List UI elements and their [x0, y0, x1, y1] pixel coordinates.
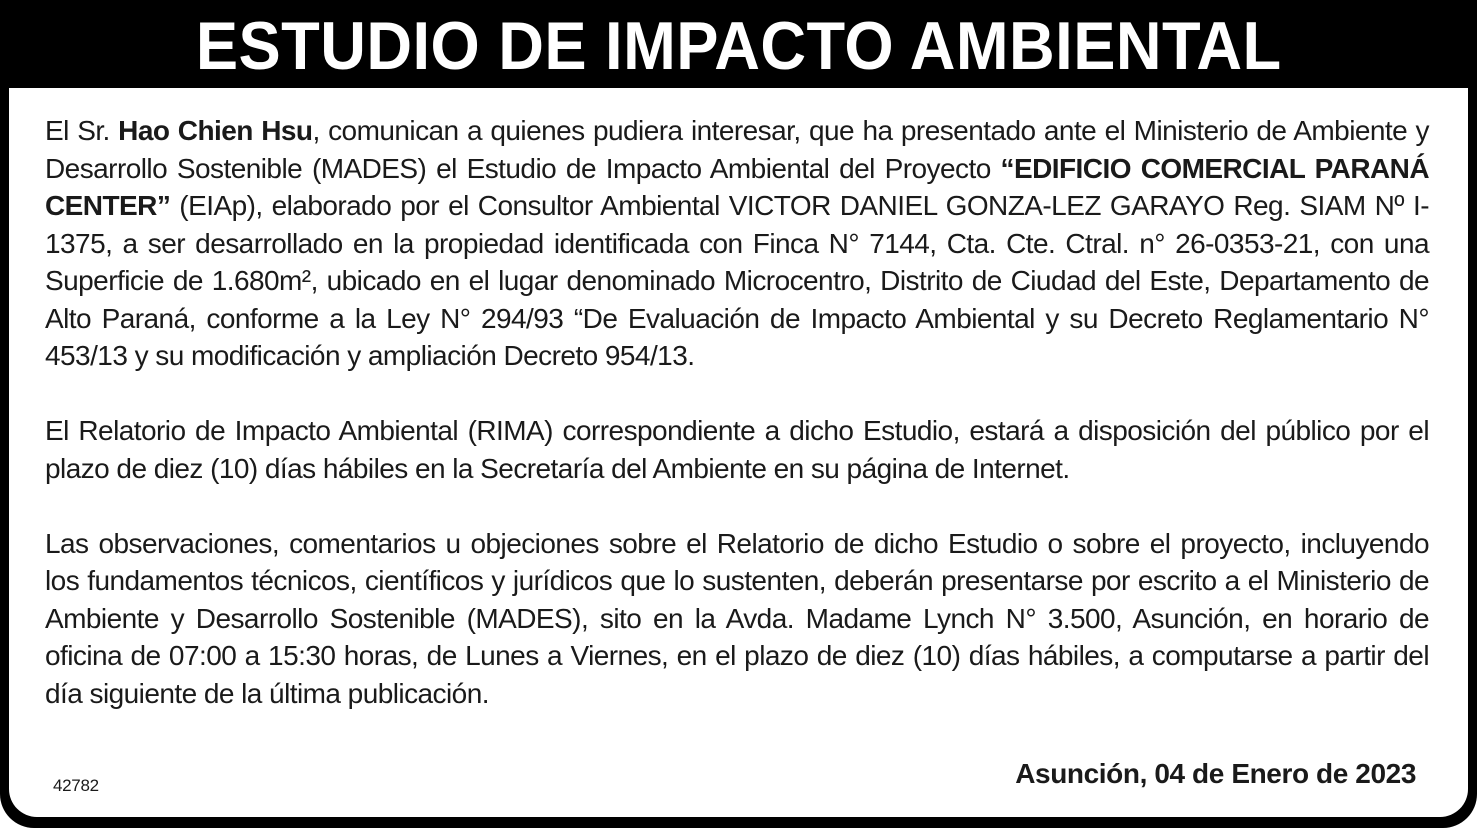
project-name: “EDIFICIO COMERCIAL PARANÁ CENTER” [45, 152, 1429, 221]
notice-header [0, 0, 1477, 88]
paragraph-observations: Las observaciones, comentarios u objeciones sobre el Relatorio de dicho Estudio o sobre el proyecto, incluyendo los fundamentos técnicos, científicos y jurídicos que lo sustenten, deberán presentarse por escrito a el Ministerio de Ambiente y Desarrollo Sostenible (MADES), sito en la Avda. Madame Lynch N° 3.500, Asunción, en horario de oficina de 07:00 a 15:30 horas, de Lunes a Viernes, en el plazo de diez (10) días hábiles, a computarse a partir del día siguiente de la última publicación. [45, 527, 1429, 709]
applicant-name: Hao Chien Hsu [118, 115, 313, 146]
reference-number: 42782 [53, 776, 99, 795]
notice-text [45, 112, 1429, 750]
date-line: Asunción, 04 de Enero de 2023 [1015, 758, 1416, 789]
paragraph-applicant-middle: , comunican a quienes pudiera interesar, que ha presentado ante el Ministerio de Ambiente y Desarrollo Sostenible (MADES) el Estudio de Impacto Ambiental del Proyecto [45, 115, 1430, 184]
paragraph-applicant-intro: El Sr. [45, 115, 119, 146]
page-title: ESTUDIO DE IMPACTO AMBIENTAL [195, 8, 1282, 84]
paragraph-rima: El Relatorio de Impacto Ambiental (RIMA) correspondiente a dicho Estudio, estará a disposición del público por el plazo de diez (10) días hábiles en la Secretaría del Ambiente en su página de Internet. [45, 415, 1429, 484]
notice-body [9, 88, 1468, 817]
paragraph-applicant [45, 112, 1429, 375]
paragraph-applicant-details: (EIAp), elaborado por el Consultor Ambiental VICTOR DANIEL GONZA-LEZ GARAYO Reg. SIAM Nº I-1375, a ser desarrollado en la propiedad identificada con Finca N° 7144, Cta. Cte. Ctral. n° 26-0353-21, con una Superficie de 1.680m², ubicado en el lugar denominado Microcentro, Distrito de Ciudad del Este, Departamento de Alto Paraná, conforme a la Ley N° 294/93 “De Evaluación de Impacto Ambiental y su Decreto Reglamentario N° 453/13 y su modificación y ampliación Decreto 954/13. [45, 190, 1429, 371]
